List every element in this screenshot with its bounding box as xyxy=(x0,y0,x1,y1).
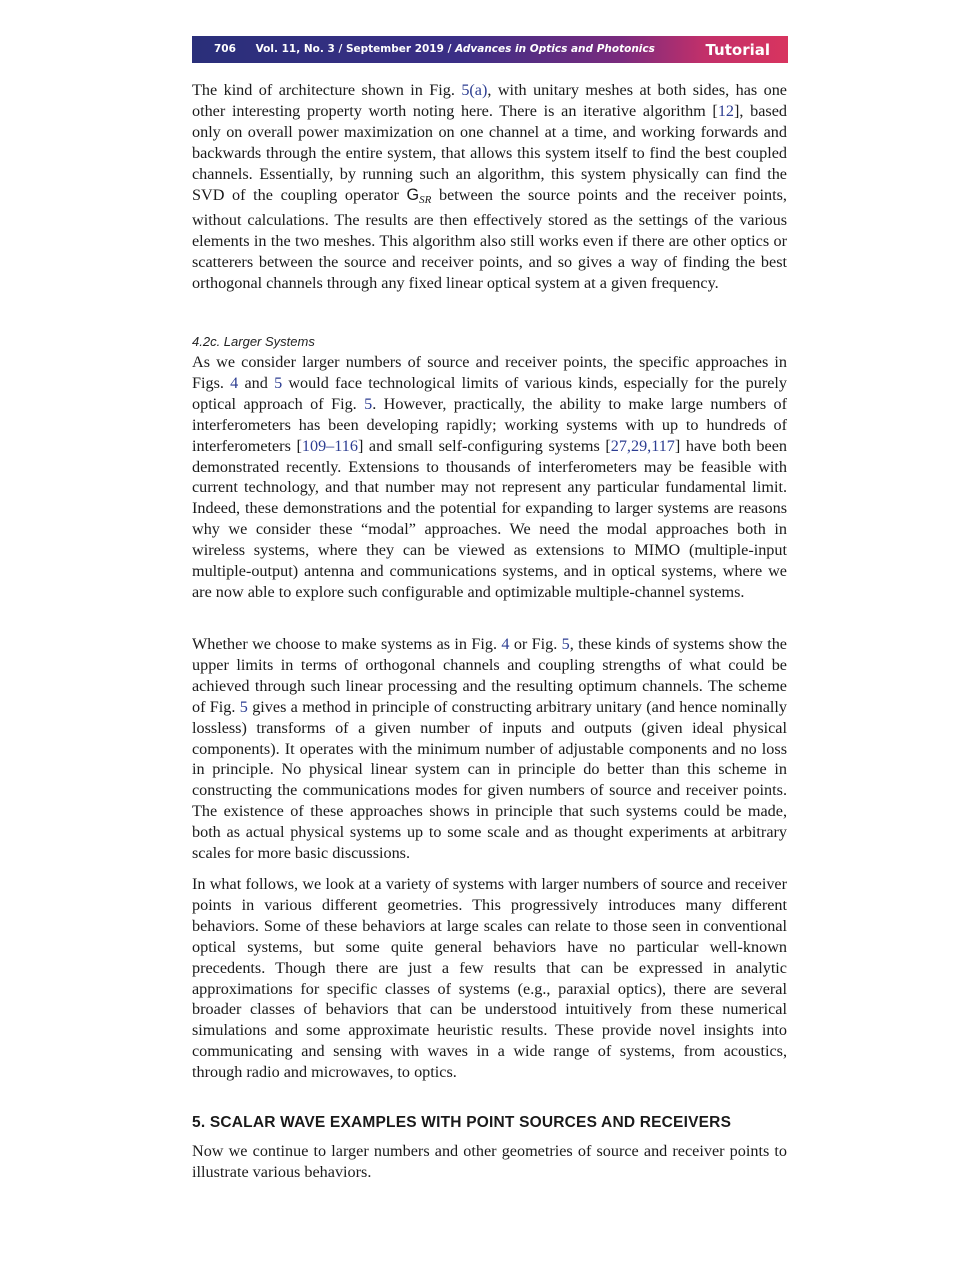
citation-link[interactable]: 27,29,117 xyxy=(610,436,675,455)
figure-link[interactable]: 5 xyxy=(364,394,373,413)
figure-link[interactable]: 4 xyxy=(230,373,239,392)
figure-link[interactable]: 5(a) xyxy=(461,81,488,99)
header-meta xyxy=(214,43,655,55)
figure-link[interactable]: 5 xyxy=(239,697,248,716)
citation-link[interactable]: 12 xyxy=(717,101,735,120)
operator-symbol: G xyxy=(406,185,420,204)
section-heading: 5. SCALAR WAVE EXAMPLES WITH POINT SOURCES AND RECEIVERS xyxy=(192,1114,732,1131)
paragraph-architecture: The kind of architecture shown in Fig. 5(a), with unitary meshes at both sides, has one other interesting property worth noting here. There is an iterative algorithm [12], based only on overall power maximization on one channel at a time, and working forwards and backwards through the entire system, that allows this system itself to find the best coupled channels. Essentially, by running such an algorithm, this system physically can find the SVD of the coupling operator $G_{SR}$ between the source points and the receiver points, without calculations. The results are then effectively stored as the settings of the various elements in the two meshes. This algorithm also still works even if there are other optics or scatterers between the source and receiver points, and so gives a way of finding the best orthogonal channels through any fixed linear optical system at a given frequency. xyxy=(192,81,787,293)
paragraph-section5-intro: Now we continue to larger numbers and other geometries of source and receiver points to illustrate various behaviors. xyxy=(192,1142,787,1181)
volume-info: Vol. 11, No. 3 / September 2019 / xyxy=(255,43,452,55)
article-type-tag: Tutorial xyxy=(705,41,770,59)
figure-link[interactable]: 5 xyxy=(561,635,570,653)
figure-link[interactable]: 5 xyxy=(274,373,283,392)
paragraph-what-follows: In what follows, we look at a variety of systems with larger numbers of source and receiver points in various different geometries. This progressively introduces many different behaviors. Some of these behaviors at large scales can relate to those seen in conventional optical systems, but some quite general behaviors have no particular well-known precedents. Though there are just a few results that can be expressed in analytic approximations for specific classes of systems (e.g., paraxial optics), there are several broader classes of behaviors that can be understood intuitively from these numerical simulations and some approximate heuristic results. These provide novel insights into communicating and sensing with waves in a wide range of systems, from acoustics, through radio and microwaves, to optics. xyxy=(192,875,787,1082)
figure-link[interactable]: 4 xyxy=(501,635,510,653)
running-header xyxy=(192,36,788,63)
citation-link[interactable]: 109–116 xyxy=(301,436,358,455)
paragraph-larger-systems: As we consider larger numbers of source and receiver points, the specific approaches in Figs. 4 and 5 would face technological limits of various kinds, especially for the purely optical approach of Fig. 5. However, practically, the ability to make large numbers of interferometers has been developing rapidly; working systems with up to hundreds of interferometers [109–116] and small self-configuring systems [27,29,117] have both been demonstrated recently. Extensions to thousands of interferometers may be feasible with current technology, and that number may not represent any particular fundamental limit. Indeed, these demonstrations and the potential for expanding to larger systems are reasons why we consider these “modal” approaches. We need the modal approaches both in wireless systems, where they can be viewed as extensions to MIMO (multiple-input multiple-output) antenna and communications systems, and in optical systems, where we are now able to explore such configurable and optimizable multiple-channel systems. xyxy=(192,353,788,601)
paragraph-upper-limits: Whether we choose to make systems as in Fig. 4 or Fig. 5, these kinds of systems show the upper limits in terms of orthogonal channels and coupling strengths of what could be achieved through such linear processing and the resulting optimum channels. The scheme of Fig. 5 gives a method in principle of constructing arbitrary unitary (and hence nominally lossless) transforms of a given number of inputs and outputs (given ideal physical components). It operates with the minimum number of adjustable components and no loss in principle. No physical linear system can in principle do better than this scheme in constructing the communications modes for given numbers of source and receiver points. The existence of these approaches shows in principle that such systems could be made, both as actual physical systems up to some scale and as thought experiments at arbitrary scales for more basic discussions. xyxy=(192,635,787,863)
journal-name: Advances in Optics and Photonics xyxy=(455,43,655,55)
operator-subscript: SR xyxy=(419,193,432,206)
subsection-heading: 4.2c. Larger Systems xyxy=(192,334,315,349)
page-number: 706 xyxy=(214,43,236,55)
